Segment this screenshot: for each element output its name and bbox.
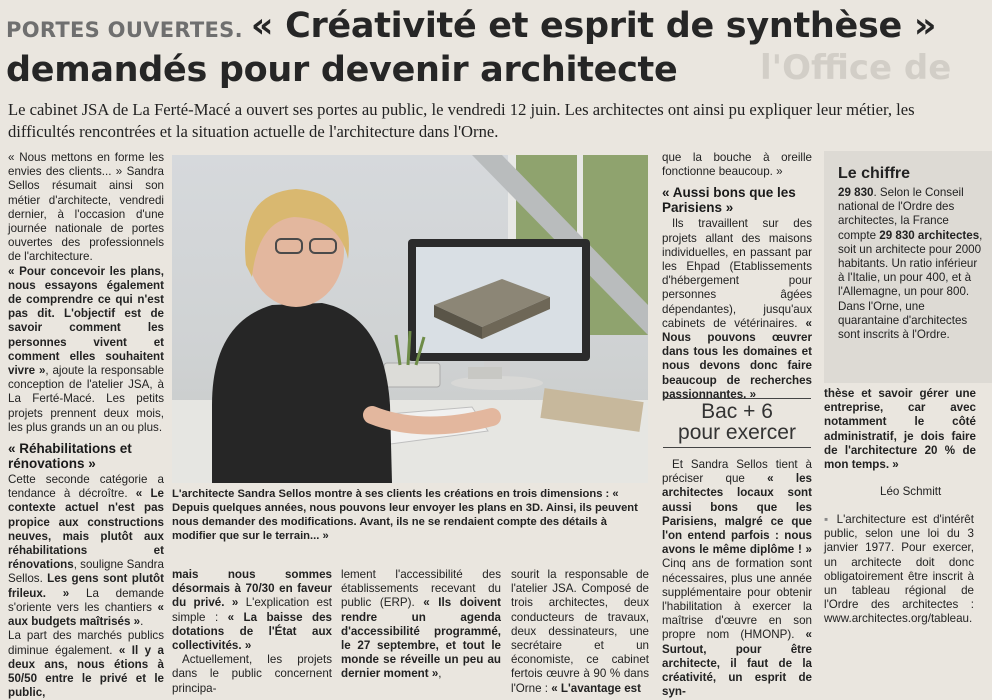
quote-bold: « Nous pouvons œuvrer dans tous les domaines et nous devons donc faire beaucoup de recherches passionnantes. »: [662, 316, 812, 401]
bac-line-2: pour exercer: [678, 421, 796, 444]
article-column-5: [662, 151, 812, 402]
paragraph: [341, 568, 501, 682]
quote-bold: thèse et savoir gérer une entreprise, car avec notamment le côté administratif, je dois faire de l'architecture 20 % de mon temps. »: [824, 387, 976, 472]
paragraph: [662, 458, 812, 699]
paragraph-2: [8, 265, 164, 435]
bac-line-1: Bac + 6: [701, 400, 773, 423]
quote-bold: « La baisse des dotations de l'État aux collectivités. »: [172, 610, 332, 653]
paragraph-text: L'architecture est d'intérêt public, selon une loi du 3 janvier 1977. Pour exercer, un architecte doit donc obligatoirement être inscrit à un tableau régional de l'Ordre des architectes : www.architectes.org/tableau.: [824, 513, 974, 626]
paragraph: [511, 568, 649, 696]
person-body: [212, 303, 392, 483]
person-arm: [372, 415, 492, 426]
article-lead: Le cabinet JSA de La Ferté-Macé a ouvert ses portes au public, le vendredi 12 juin. Les architectes ont ainsi pu expliquer leur métier, les difficultés rencontrées et la situation actuelle de l'architecture dans l'Orne.: [8, 100, 915, 141]
paragraph-text: La demande s'oriente vers les chantiers: [8, 586, 165, 614]
headline-kicker: PORTES OUVERTES.: [6, 18, 243, 42]
paragraph-4: [8, 629, 164, 700]
quote-bold: « Il y a deux ans, nous étions à 50/50 entre le privé et le public,: [8, 643, 165, 700]
bac-plus-6-heading: [663, 398, 811, 448]
article-column-2: [172, 568, 332, 696]
paragraph-text: Cinq ans de formation sont nécessaires, plus une année supplémentaire pour obtenir l'habilitation à exercer la maîtrise d'œuvre en son propre nom (HMONP).: [662, 557, 812, 642]
paragraph-text: .: [140, 615, 144, 629]
subheading-rehabilitations: « Réhabilitations et rénovations »: [8, 441, 132, 472]
paragraph: [662, 217, 812, 402]
headline: [6, 6, 981, 90]
quote-bold: « Pour concevoir les plans, nous essayons également de comprendre ce qui n'est pas dit. L'objectif est de savoir comment les personnes vivent et comment elles souhaitent vivre »: [8, 264, 164, 378]
le-chiffre-number: 29 830: [838, 186, 874, 199]
author-signature: Léo Schmitt: [880, 485, 942, 498]
quote-bold: « les architectes locaux sont aussi bons que les Parisiens, malgré ce que l'on entend parfois : nous avons le même diplôme ! »: [662, 472, 812, 557]
quote-bold: « Surtout, pour être architecte, il faut de la créativité, un esprit de syn-: [662, 628, 812, 699]
desk-phone: [384, 363, 440, 387]
paragraph: que la bouche à oreille fonctionne beaucoup. »: [662, 151, 812, 179]
paragraph-text: , souligne Sandra Sellos.: [8, 558, 164, 586]
le-chiffre-text: [838, 186, 984, 342]
article-photo: [172, 155, 648, 483]
paragraph-text: lement l'accessibilité des établissements recevant du public (ERP).: [341, 568, 501, 610]
le-chiffre-title: Le chiffre: [838, 165, 911, 182]
subheading-parisiens: « Aussi bons que les Parisiens »: [662, 185, 796, 216]
calculator: [468, 367, 502, 379]
paragraph-1: « Nous mettons en forme les envies des clients... » Sandra Sellos résumait ainsi son métier d'architecte, vendredi dernier, à l'occasion d'une journée nationale de portes ouvertes des professionnels de l'architecture.: [8, 151, 164, 264]
quote-bold: « Ils doivent rendre un agenda d'accessibilité programmé, le 27 septembre, et tout le monde se réveille un peu au dernier moment »: [341, 596, 501, 681]
article-column-8: [824, 513, 974, 627]
quote-bold: Les gens sont plutôt frileux. »: [8, 572, 164, 600]
paragraph-text: La part des marchés publics diminue également.: [8, 629, 164, 657]
paragraph-text: Cette seconde catégorie a tendance à décroître.: [8, 473, 164, 501]
paragraph-text: Et Sandra Sellos tient à préciser que: [662, 458, 812, 486]
paragraph: [824, 513, 974, 627]
article-column-1: [8, 151, 164, 700]
paragraph-text: L'explication est simple :: [172, 596, 332, 624]
paragraph: [172, 568, 332, 653]
photo-illustration: [172, 155, 648, 483]
paragraph-text: , soit un architecte pour 2000 habitants. Un ratio inférieur à l'Italie, un pour 400, et à l'Allemagne, un pour 800. Dans l'Orne, une quarantaine d'architectes sont inscrits à l'Ordre.: [838, 228, 983, 342]
headline-title: « Créativité et esprit de synthèse » demandés pour devenir architecte: [6, 6, 937, 90]
paragraph-text: ,: [438, 667, 442, 681]
article-column-6: [662, 458, 812, 699]
paragraph-3: [8, 473, 164, 629]
paragraph-text: sourit la responsable de l'atelier JSA. Composé de trois architectes, deux conducteurs de travaux, deux dessinateurs, une secrétaire et un économiste, ce cabinet fertois œuvre à 90 % dans l'Orne :: [511, 568, 649, 695]
paragraph-text: Ils travaillent sur des projets allant des maisons individuelles, en passant par les Ehpad (Etablissements d'hébergement pour personnes âgées dépendantes), jusqu'aux cabinets de vétérinaires.: [662, 217, 812, 330]
square-bullet-icon: ▪: [824, 513, 831, 526]
background-ghost-text: l'Office de: [760, 48, 952, 88]
le-chiffre-box: [824, 151, 992, 383]
paragraph-text: , ajoute la responsable conception de l'atelier JSA, à La Ferté-Macé. Les petits projets prennent deux mois, les plus grands un an ou plus.: [8, 364, 164, 434]
quote-bold: « L'avantage est: [551, 681, 641, 695]
article-column-4: [511, 568, 649, 696]
article-column-7: [824, 387, 976, 472]
article-column-3: [341, 568, 501, 682]
paragraph: [824, 387, 976, 472]
photo-caption: L'architecte Sandra Sellos montre à ses clients les créations en trois dimensions : « Depuis quelques années, nous pouvons leur envoyer les plans en 3D. Ainsi, ils peuvent nous demander des modifications. Avant, ils ne se rendaient compte des détails à modifier que sur le terrain... »: [172, 488, 638, 542]
paragraph: Actuellement, les projets dans le public concernent principa-: [172, 653, 332, 695]
quote-bold: 29 830 architectes: [879, 228, 980, 242]
paragraph-text: . Selon le Conseil national de l'Ordre des architectes, la France compte: [838, 186, 964, 242]
quote-bold: mais nous sommes désormais à 70/30 en faveur du privé. »: [172, 568, 332, 610]
quote-bold: « Le contexte actuel n'est pas propice aux constructions neuves, mais plutôt aux réhabilitations et rénovations: [8, 487, 164, 572]
quote-bold: « aux budgets maîtrisés »: [8, 600, 164, 629]
